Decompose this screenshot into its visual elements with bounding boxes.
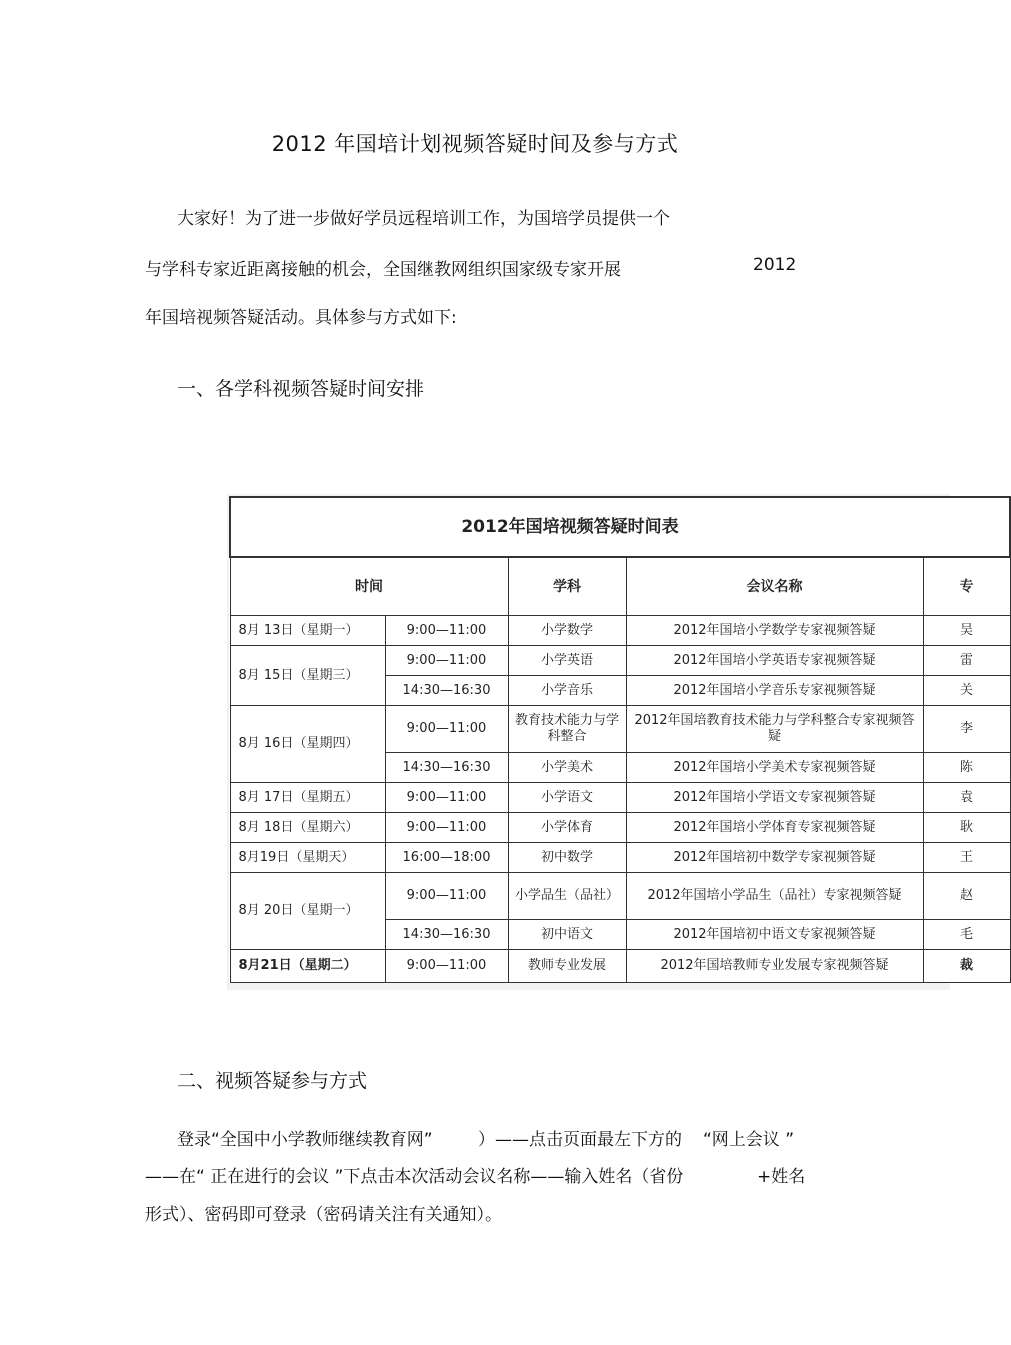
section-2-heading: 二、视频答疑参与方式 <box>177 1070 368 1092</box>
section-2-line-2a: ——在“ 正在进行的会议 ”下点击本次活动会议名称——输入姓名（省份 <box>145 1167 684 1187</box>
time-cell: 9:00—11:00 <box>385 706 508 753</box>
table-row <box>230 873 1010 920</box>
time-cell: 14:30—16:30 <box>385 920 508 950</box>
table-title-text: 2012年国培视频答疑时间表 <box>461 517 679 537</box>
table-row <box>230 706 1010 753</box>
subject-cell: 小学音乐 <box>508 676 626 706</box>
header-meeting: 会议名称 <box>626 557 923 616</box>
subject-cell: 小学美术 <box>508 753 626 783</box>
header-expert: 专 <box>923 557 1010 616</box>
meeting-cell: 2012年国培小学美术专家视频答疑 <box>626 753 923 783</box>
subject-cell: 初中数学 <box>508 843 626 873</box>
table-row <box>230 783 1010 813</box>
meeting-cell: 2012年国培初中语文专家视频答疑 <box>626 920 923 950</box>
meeting-cell: 2012年国培小学体育专家视频答疑 <box>626 813 923 843</box>
table-row <box>230 813 1010 843</box>
schedule-table-image <box>227 494 974 990</box>
expert-cell: 赵 <box>923 873 1010 920</box>
section-1-heading: 一、各学科视频答疑时间安排 <box>177 378 425 400</box>
subject-cell: 小学数学 <box>508 616 626 646</box>
header-time: 时间 <box>230 557 508 616</box>
time-cell: 9:00—11:00 <box>385 783 508 813</box>
subject-cell: 小学品生（品社） <box>508 873 626 920</box>
time-cell: 9:00—11:00 <box>385 646 508 676</box>
expert-cell: 裁 <box>923 950 1010 983</box>
expert-cell: 关 <box>923 676 1010 706</box>
intro-line-2: 与学科专家近距离接触的机会，全国继教网组织国家级专家开展 <box>145 260 621 280</box>
date-cell: 8月 15日（星期三） <box>230 646 385 706</box>
meeting-cell: 2012年国培初中数学专家视频答疑 <box>626 843 923 873</box>
meeting-cell: 2012年国培教师专业发展专家视频答疑 <box>626 950 923 983</box>
date-cell: 8月 18日（星期六） <box>230 813 385 843</box>
meeting-cell: 2012年国培小学英语专家视频答疑 <box>626 646 923 676</box>
date-cell: 8月21日（星期二） <box>230 950 385 983</box>
expert-cell: 吴 <box>923 616 1010 646</box>
meeting-cell: 2012年国培小学音乐专家视频答疑 <box>626 676 923 706</box>
subject-cell: 小学语文 <box>508 783 626 813</box>
table-row <box>230 616 1010 646</box>
time-cell: 9:00—11:00 <box>385 873 508 920</box>
subject-cell: 小学体育 <box>508 813 626 843</box>
section-2-line-1b: ）——点击页面最左下方的 <box>478 1130 682 1150</box>
section-2-line-3: 形式）、密码即可登录（密码请关注有关通知）。 <box>145 1205 502 1225</box>
date-cell: 8月 13日（星期一） <box>230 616 385 646</box>
time-cell: 14:30—16:30 <box>385 753 508 783</box>
schedule-table <box>229 496 1011 983</box>
time-cell: 9:00—11:00 <box>385 616 508 646</box>
meeting-cell: 2012年国培小学语文专家视频答疑 <box>626 783 923 813</box>
subject-cell: 初中语文 <box>508 920 626 950</box>
expert-cell: 王 <box>923 843 1010 873</box>
section-2-line-1c: “网上会议 ” <box>703 1130 795 1150</box>
intro-line-3: 年国培视频答疑活动。具体参与方式如下: <box>145 308 457 328</box>
expert-cell: 耿 <box>923 813 1010 843</box>
date-cell: 8月 20日（星期一） <box>230 873 385 950</box>
date-cell: 8月 17日（星期五） <box>230 783 385 813</box>
time-cell: 9:00—11:00 <box>385 950 508 983</box>
meeting-cell: 2012年国培小学数学专家视频答疑 <box>626 616 923 646</box>
subject-cell: 小学英语 <box>508 646 626 676</box>
table-row <box>230 843 1010 873</box>
intro-line-1: 大家好！为了进一步做好学员远程培训工作，为国培学员提供一个 <box>177 209 670 229</box>
meeting-cell: 2012年国培小学品生（品社）专家视频答疑 <box>626 873 923 920</box>
meeting-cell: 2012年国培教育技术能力与学科整合专家视频答疑 <box>626 706 923 753</box>
subject-cell: 教师专业发展 <box>508 950 626 983</box>
table-row <box>230 950 1010 983</box>
subject-cell: 教育技术能力与学科整合 <box>508 706 626 753</box>
expert-cell: 陈 <box>923 753 1010 783</box>
header-subject: 学科 <box>508 557 626 616</box>
date-cell: 8月 16日（星期四） <box>230 706 385 783</box>
expert-cell: 雷 <box>923 646 1010 676</box>
expert-cell: 袁 <box>923 783 1010 813</box>
time-cell: 9:00—11:00 <box>385 813 508 843</box>
intro-line-2-year: 2012 <box>753 255 797 275</box>
table-title <box>230 497 1010 557</box>
document-title: 2012 年国培计划视频答疑时间及参与方式 <box>271 132 679 156</box>
time-cell: 16:00—18:00 <box>385 843 508 873</box>
section-2-line-2b: +姓名 <box>757 1167 806 1187</box>
date-cell: 8月19日（星期天） <box>230 843 385 873</box>
expert-cell: 李 <box>923 706 1010 753</box>
expert-cell: 毛 <box>923 920 1010 950</box>
table-row <box>230 646 1010 676</box>
time-cell: 14:30—16:30 <box>385 676 508 706</box>
section-2-line-1a: 登录“全国中小学教师继续教育网” <box>177 1130 433 1150</box>
